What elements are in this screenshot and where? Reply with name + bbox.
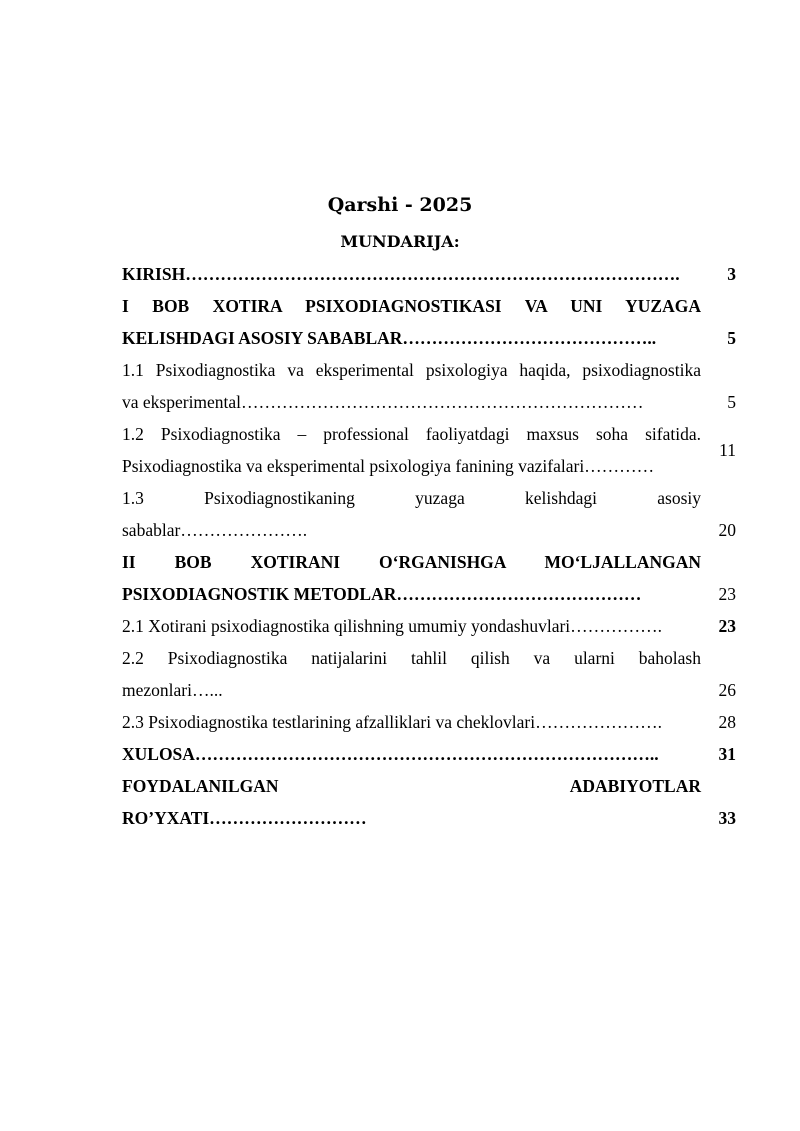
table-of-contents [122,258,736,834]
toc-entry-line: mezonlari…... [122,680,223,700]
toc-entry-section-2-3[interactable] [122,706,736,738]
toc-entry-line: KIRISH…………………………………………………………………………. [122,264,680,284]
toc-entry-line: 1.3 Psixodiagnostikaning yuzaga kelishdagi asosiy [122,488,701,508]
toc-page-number: 33 [718,808,736,828]
toc-entry-line: Psixodiagnostika va eksperimental psixologiya fanining vazifalari………… [122,456,655,476]
toc-entry-line: KELISHDAGI ASOSIY SABABLAR…………………………………….. [122,328,657,348]
toc-entry-line: 1.1 Psixodiagnostika va eksperimental psixologiya haqida, psixodiagnostika [122,360,701,380]
toc-entry-line: I BOB XOTIRA PSIXODIAGNOSTIKASI VA UNI YUZAGA [122,296,701,316]
toc-page-number: 20 [718,520,736,540]
toc-entry-line: PSIXODIAGNOSTIK METODLAR…………………………………… [122,584,642,604]
toc-entry-xulosa[interactable] [122,738,736,770]
toc-page-number: 5 [727,328,736,348]
toc-page-number: 31 [718,744,736,764]
toc-page-number: 23 [718,616,736,636]
toc-entry-line: II BOB XOTIRANI O‘RGANISHGA MO‘LJALLANGAN [122,552,701,572]
toc-entry-line: sabablar…………………. [122,520,308,540]
toc-page-number: 3 [727,264,736,284]
toc-title: MUNDARIJA: [340,232,460,251]
toc-entry-section-2-2[interactable] [122,642,736,706]
toc-page-number: 26 [718,680,736,700]
toc-entry-chapter-1[interactable] [122,290,736,354]
toc-entry-line: RO’YXATI……………………… [122,808,367,828]
toc-entry-section-1-1[interactable] [122,354,736,418]
toc-entry-line: va eksperimental…………………………………………………………… [122,392,644,412]
toc-entry-line: 1.2 Psixodiagnostika – professional faoliyatdagi maxsus soha sifatida. [122,424,701,444]
toc-entry-line: 2.2 Psixodiagnostika natijalarini tahlil qilish va ularni baholash [122,648,701,668]
toc-page-number: 5 [727,392,736,412]
toc-entry-line: XULOSA…………………………………………………………………….. [122,744,659,764]
toc-entry-references[interactable] [122,770,736,834]
city-year: Qarshi - 2025 [327,194,473,216]
toc-entry-section-1-2[interactable] [122,418,736,482]
toc-page-number: 11 [719,440,736,460]
toc-entry-section-2-1[interactable] [122,610,736,642]
toc-entry-section-1-3[interactable] [122,482,736,546]
toc-entry-chapter-2[interactable] [122,546,736,610]
toc-entry-line: FOYDALANILGAN ADABIYOTLAR [122,776,701,796]
toc-entry-kirish[interactable] [122,258,736,290]
toc-entry-line: 2.3 Psixodiagnostika testlarining afzalliklari va cheklovlari…………………. [122,712,662,732]
toc-entry-line: 2.1 Xotirani psixodiagnostika qilishning umumiy yondashuvlari……………. [122,616,663,636]
toc-page-number: 23 [718,584,736,604]
toc-page-number: 28 [718,712,736,732]
